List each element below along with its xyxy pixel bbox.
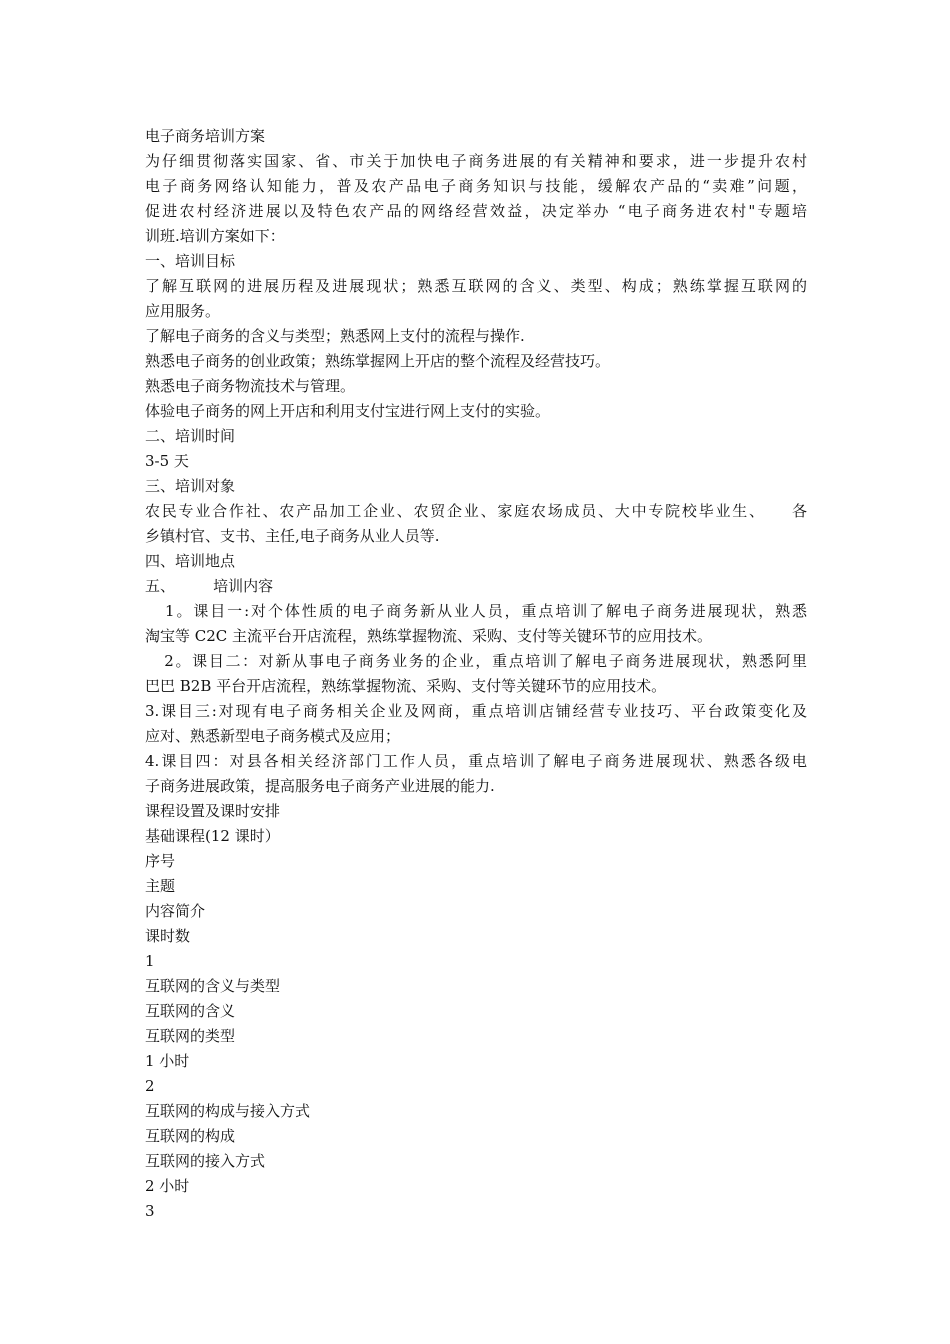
text-line: 熟悉电子商务的创业政策；熟练掌握网上开店的整个流程及经营技巧。 — [145, 352, 611, 370]
text-line: 乡镇村官、支书、主任,电子商务从业人员等. — [145, 527, 440, 545]
text-line: 了解互联网的进展历程及进展现状；熟悉互联网的含义、类型、构成；熟练掌握互联网的 — [145, 277, 807, 295]
text-line: 内容简介 — [145, 902, 206, 920]
text-line: 1。课目一:对个体性质的电子商务新从业人员，重点培训了解电子商务进展现状，熟悉 — [145, 602, 807, 620]
text-line: 互联网的构成与接入方式 — [145, 1102, 311, 1120]
text-line: 熟悉电子商务物流技术与管理。 — [145, 377, 356, 395]
text-line: 1 — [145, 952, 155, 970]
text-line: 序号 — [145, 852, 176, 870]
text-line: 3.课目三:对现有电子商务相关企业及网商，重点培训店铺经营专业技巧、平台政策变化及 — [145, 702, 807, 720]
text-line: 电子商务网络认知能力，普及农产品电子商务知识与技能，缓解农产品的“卖难”问题， — [145, 177, 807, 195]
text-line: 了解电子商务的含义与类型；熟悉网上支付的流程与操作. — [145, 327, 525, 345]
text-line: 五、 培训内容 — [145, 577, 274, 595]
document-body — [145, 124, 807, 1224]
text-line: 促进农村经济进展以及特色农产品的网络经营效益，决定举办 “电子商务进农村"专题培 — [145, 202, 807, 220]
text-line: 互联网的类型 — [145, 1027, 236, 1045]
text-line: 二、培训时间 — [145, 427, 236, 445]
text-line: 训班.培训方案如下： — [145, 227, 285, 245]
text-line: 3 — [145, 1202, 155, 1220]
text-line: 互联网的接入方式 — [145, 1152, 266, 1170]
text-line: 2 — [145, 1077, 155, 1095]
text-line: 课程设置及课时安排 — [145, 802, 281, 820]
text-line: 互联网的含义与类型 — [145, 977, 281, 995]
text-line: 淘宝等 C2C 主流平台开店流程，熟练掌握物流、采购、支付等关键环节的应用技术。 — [145, 627, 713, 645]
text-line: 1 小时 — [145, 1052, 190, 1070]
text-line: 2 小时 — [145, 1177, 190, 1195]
text-line: 互联网的含义 — [145, 1002, 236, 1020]
text-line: 子商务进展政策，提高服务电子商务产业进展的能力. — [145, 777, 495, 795]
text-line: 课时数 — [145, 927, 191, 945]
text-line: 巴巴 B2B 平台开店流程，熟练掌握物流、采购、支付等关键环节的应用技术。 — [145, 677, 667, 695]
text-line: 一、培训目标 — [145, 252, 236, 270]
text-line: 主题 — [145, 877, 176, 895]
text-line: 四、培训地点 — [145, 552, 236, 570]
text-line: 2。课目二：对新从事电子商务业务的企业，重点培训了解电子商务进展现状，熟悉阿里 — [145, 652, 807, 670]
text-line: 互联网的构成 — [145, 1127, 236, 1145]
document-title: 电子商务培训方案 — [145, 127, 266, 145]
text-line: 体验电子商务的网上开店和利用支付宝进行网上支付的实验。 — [145, 402, 551, 420]
text-line: 三、培训对象 — [145, 477, 236, 495]
text-line: 农民专业合作社、农产品加工企业、农贸企业、家庭农场成员、大中专院校毕业生、 各 — [145, 502, 807, 520]
text-line: 4.课目四：对县各相关经济部门工作人员，重点培训了解电子商务进展现状、熟悉各级电 — [145, 752, 807, 770]
text-line: 3-5 天 — [145, 452, 189, 470]
text-line: 基础课程(12 课时） — [145, 827, 280, 845]
text-line: 为仔细贯彻落实国家、省、市关于加快电子商务进展的有关精神和要求，进一步提升农村 — [145, 152, 807, 170]
text-line: 应用服务。 — [145, 302, 221, 320]
text-line: 应对、熟悉新型电子商务模式及应用； — [145, 727, 401, 745]
